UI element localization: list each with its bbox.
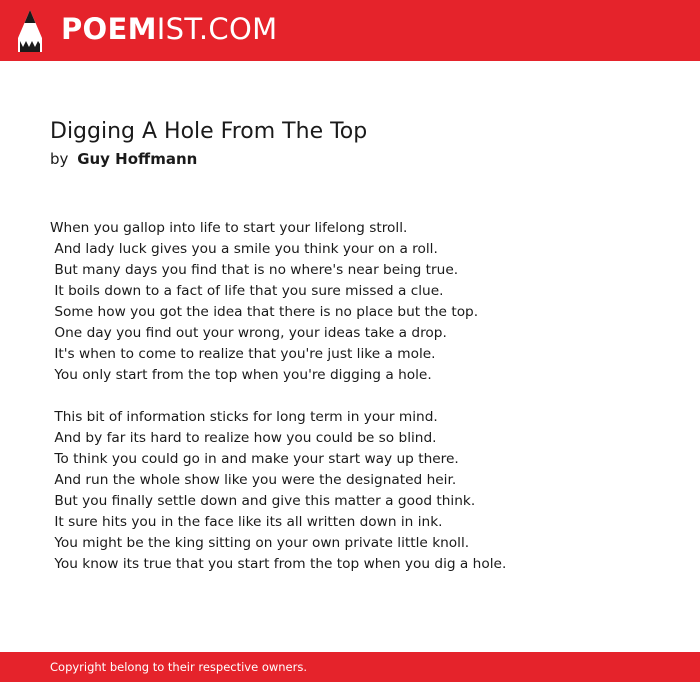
stanza [50, 407, 506, 575]
poem-line: It boils down to a fact of life that you sure missed a clue. [50, 283, 444, 299]
site-footer [0, 652, 700, 682]
poem-title: Digging A Hole From The Top [50, 119, 368, 144]
poem-body [50, 218, 506, 596]
copyright-text: Copyright belong to their respective owners. [50, 660, 308, 674]
poem-line: And run the whole show like you were the designated heir. [50, 472, 457, 488]
site-header [0, 0, 700, 61]
poem-line: This bit of information sticks for long term in your mind. [50, 409, 438, 425]
poem-line: You know its true that you start from the top when you dig a hole. [50, 556, 507, 572]
poem-line: And lady luck gives you a smile you think your on a roll. [50, 241, 438, 257]
poem-line: Some how you got the idea that there is no place but the top. [50, 304, 479, 320]
poem-line: You might be the king sitting on your own private little knoll. [50, 535, 470, 551]
author-name: Guy Hoffmann [77, 150, 198, 168]
stanza [50, 218, 506, 386]
logo-bold-text: POEM [61, 12, 157, 46]
poem-line: But many days you find that is no where's near being true. [50, 262, 459, 278]
byline [50, 148, 197, 170]
poem-line: You only start from the top when you're digging a hole. [50, 367, 432, 383]
poem-line: When you gallop into life to start your lifelong stroll. [50, 220, 408, 236]
poem-line: It's when to come to realize that you're just like a mole. [50, 346, 436, 362]
poem-line: It sure hits you in the face like its all written down in ink. [50, 514, 443, 530]
by-label: by [50, 150, 69, 168]
site-logo[interactable] [61, 11, 277, 47]
poem-line: One day you find out your wrong, your ideas take a drop. [50, 325, 447, 341]
poem-line: To think you could go in and make your start way up there. [50, 451, 459, 467]
logo-light-text: IST.COM [156, 12, 278, 46]
poem-line: But you finally settle down and give this matter a good think. [50, 493, 476, 509]
pencil-icon[interactable] [18, 10, 42, 52]
poem-line: And by far its hard to realize how you could be so blind. [50, 430, 437, 446]
